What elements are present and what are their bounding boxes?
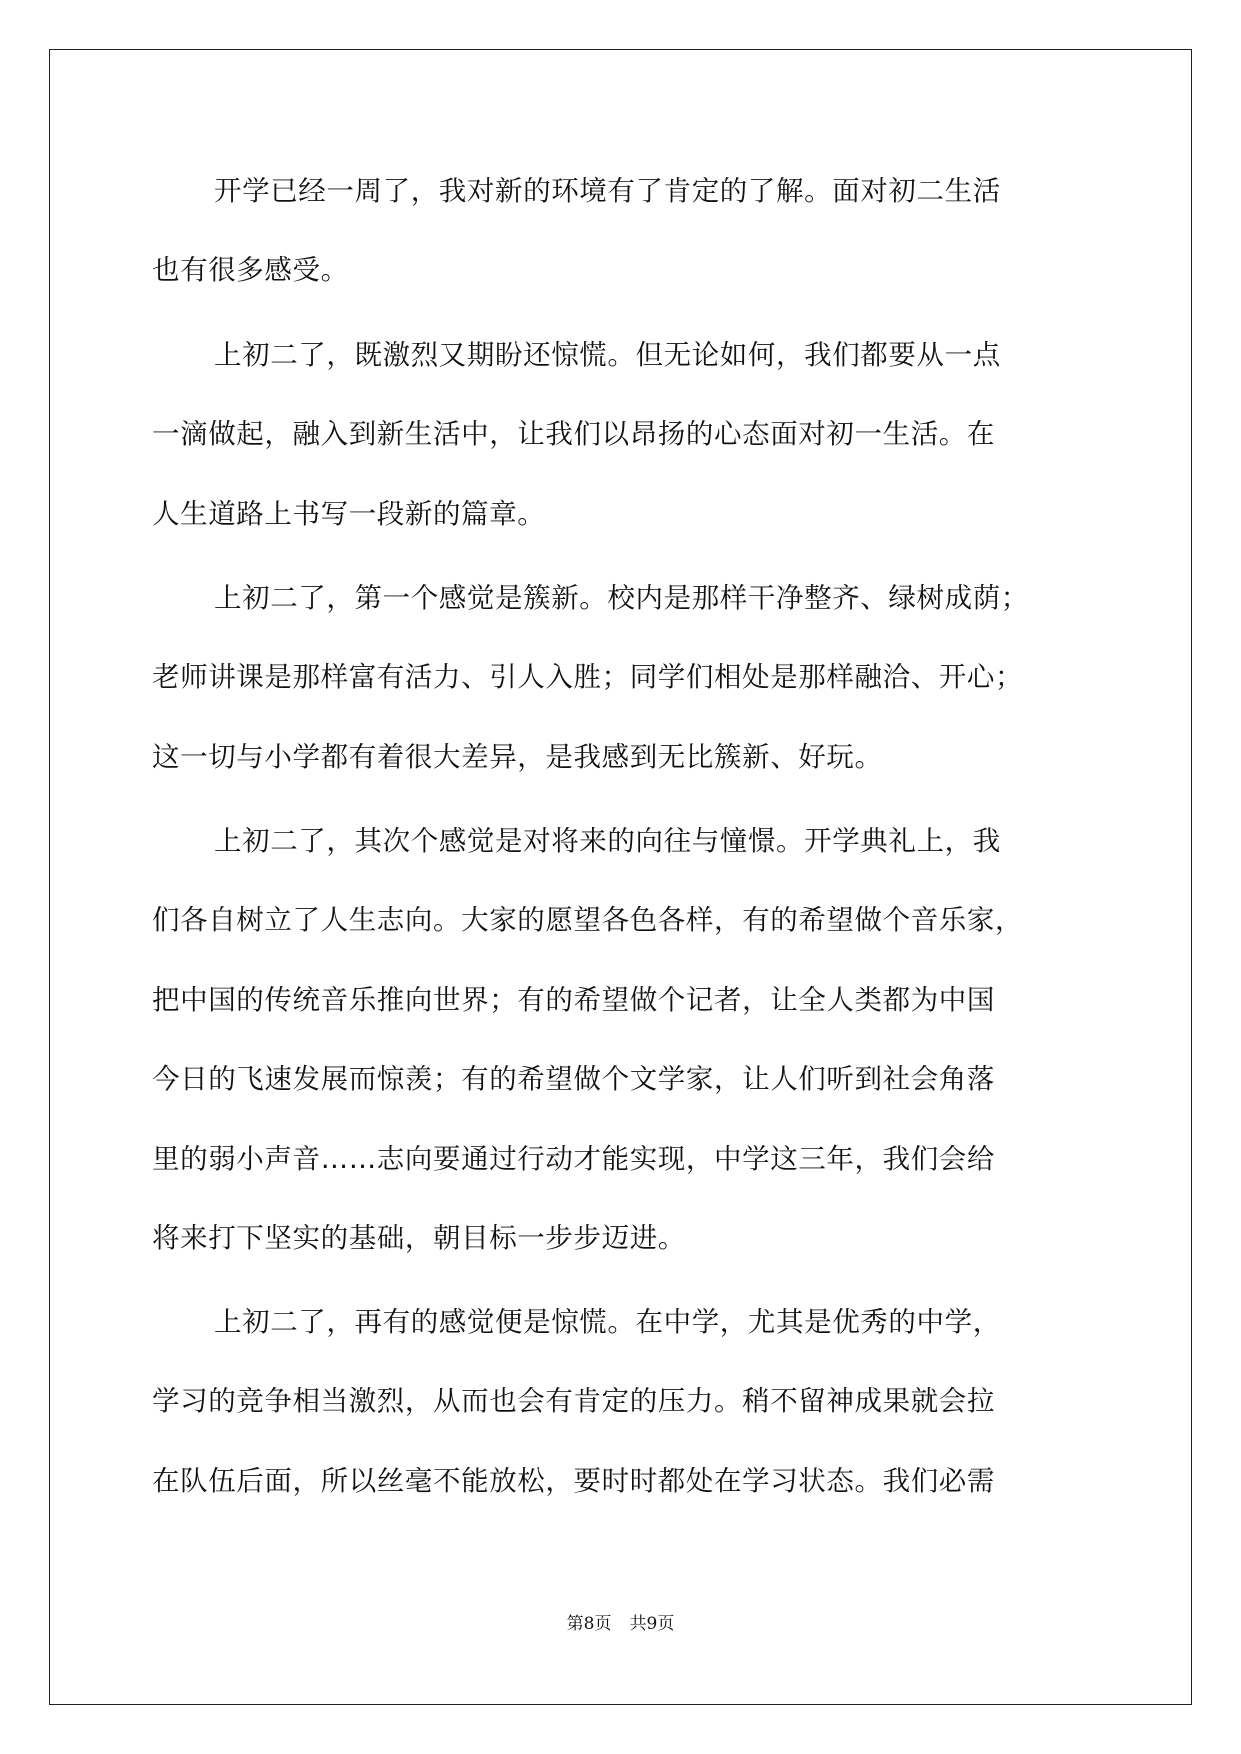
text-line: 上初二了，其次个感觉是对将来的向往与憧憬。开学典礼上，我 <box>214 825 1001 857</box>
text-line: 在队伍后面，所以丝毫不能放松，要时时都处在学习状态。我们必需 <box>152 1465 995 1497</box>
text-line: 今日的飞速发展而惊羡；有的希望做个文学家，让人们听到社会角落 <box>152 1063 995 1095</box>
page-footer <box>0 1612 1241 1636</box>
text-line: 学习的竞争相当激烈，从而也会有肯定的压力。稍不留神成果就会拉 <box>152 1385 995 1417</box>
text-line: 把中国的传统音乐推向世界；有的希望做个记者，让全人类都为中国 <box>152 984 995 1016</box>
text-line: 人生道路上书写一段新的篇章。 <box>152 498 546 530</box>
text-line: 里的弱小声音……志向要通过行动才能实现，中学这三年，我们会给 <box>152 1143 995 1175</box>
page-number-current: 第8页 <box>566 1614 612 1634</box>
text-line: 们各自树立了人生志向。大家的愿望各色各样，有的希望做个音乐家， <box>152 904 1024 936</box>
text-line: 也有很多感受。 <box>152 254 349 286</box>
page-number-total: 共9页 <box>629 1614 675 1634</box>
text-line: 上初二了，第一个感觉是簇新。校内是那样干净整齐、绿树成荫； <box>214 582 1029 614</box>
text-line: 上初二了，再有的感觉便是惊慌。在中学，尤其是优秀的中学， <box>214 1306 1001 1338</box>
text-line: 老师讲课是那样富有活力、引人入胜；同学们相处是那样融洽、开心； <box>152 661 1024 693</box>
text-line: 开学已经一周了，我对新的环境有了肯定的了解。面对初二生活 <box>214 175 1001 207</box>
text-line: 这一切与小学都有着很大差异，是我感到无比簇新、好玩。 <box>152 741 883 773</box>
text-line: 一滴做起，融入到新生活中，让我们以昂扬的心态面对初一生活。在 <box>152 418 995 450</box>
text-line: 将来打下坚实的基础，朝目标一步步迈进。 <box>152 1222 686 1254</box>
text-line: 上初二了，既激烈又期盼还惊慌。但无论如何，我们都要从一点 <box>214 339 1001 371</box>
